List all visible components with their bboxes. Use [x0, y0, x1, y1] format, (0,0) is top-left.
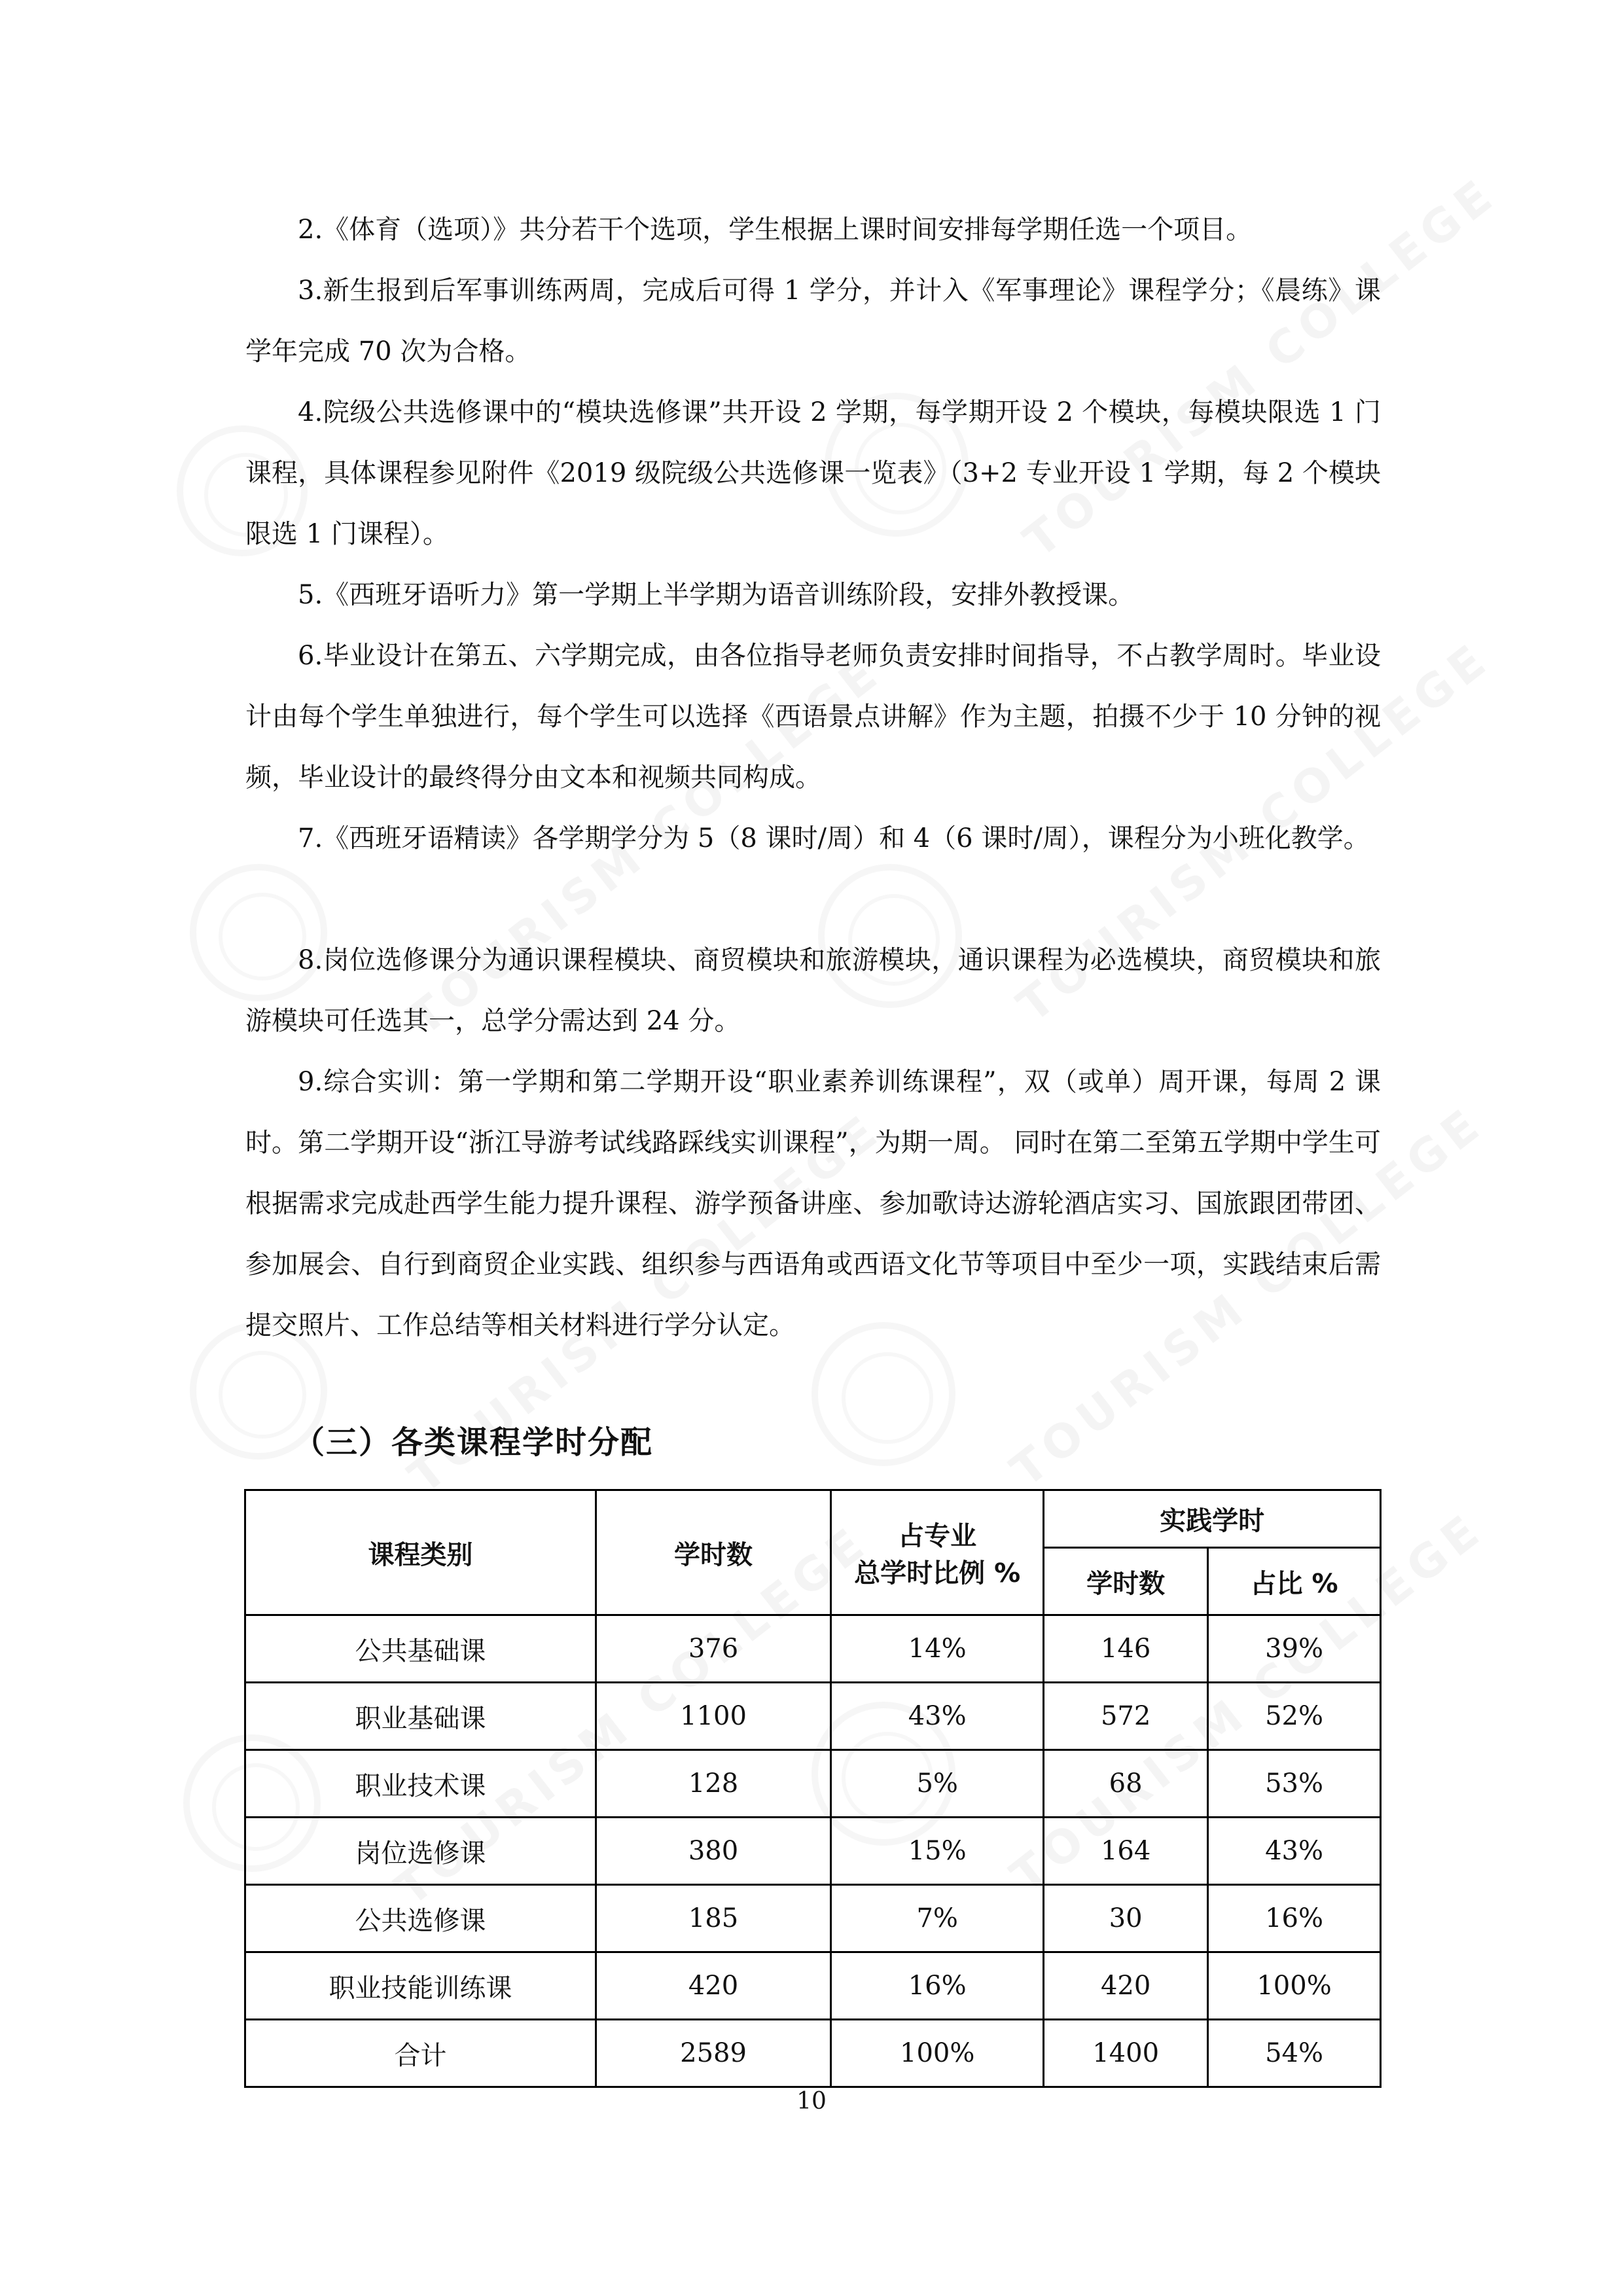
page-number: 10: [796, 2088, 827, 2115]
cell-hours: 376: [596, 1615, 830, 1683]
note-paragraph: 2.《体育（选项）》共分若干个选项，学生根据上课时间安排每学期任选一个项目。: [298, 215, 1253, 245]
table-row: [245, 1818, 1381, 1885]
cell-hours: 185: [596, 1885, 830, 1952]
table-row: [245, 1615, 1381, 1683]
cell-category: 公共基础课: [245, 1615, 596, 1683]
cell-ratio: 5%: [831, 1750, 1044, 1818]
note-paragraph: 5.《西班牙语听力》第一学期上半学期为语音训练阶段，安排外教授课。: [298, 580, 1135, 610]
cell-practice-hours: 30: [1044, 1885, 1208, 1952]
note-paragraph: 4.院级公共选修课中的“模块选修课”共开设 2 学期，每学期开设 2 个模块，每模块限选 1 门课程，具体课程参见附件《2019 级院级公共选修课一览表》（3+2 专业开设 1 学期，每 2 个模块限选 1 门课程）。: [245, 397, 1381, 549]
cell-ratio: 14%: [831, 1615, 1044, 1683]
cell-ratio: 7%: [831, 1885, 1044, 1952]
cell-practice-ratio: 100%: [1208, 1952, 1381, 2020]
header-ratio-line1: 占专业: [898, 1521, 977, 1551]
table-row: [245, 1885, 1381, 1952]
cell-ratio: 43%: [831, 1683, 1044, 1750]
table-row: [245, 1750, 1381, 1818]
course-hours-table: [244, 1489, 1382, 2088]
header-ratio-line2: 总学时比例 %: [854, 1558, 1021, 1588]
cell-hours: 128: [596, 1750, 830, 1818]
header-ratio: [831, 1490, 1044, 1615]
cell-category: 职业技术课: [245, 1750, 596, 1818]
table-header-row: [245, 1490, 1381, 1548]
cell-ratio: 100%: [831, 2020, 1044, 2087]
note-paragraph: 9.综合实训：第一学期和第二学期开设“职业素养训练课程”，双（或单）周开课，每周 2 课时。第二学期开设“浙江导游考试线路踩线实训课程”，为期一周。 同时在第二至第五学期中学生可根据需求完成赴西学生能力提升课程、游学预备讲座、参加歌诗达游轮酒店实习、国旅跟团带团、参加展会、自行到商贸企业实践、组织参与西语角或西语文化节等项目中至少一项，实践结束后需提交照片、工作总结等相关材料进行学分认定。: [245, 1067, 1381, 1340]
cell-practice-hours: 68: [1044, 1750, 1208, 1818]
cell-ratio: 15%: [831, 1818, 1044, 1885]
cell-ratio: 16%: [831, 1952, 1044, 2020]
cell-practice-ratio: 43%: [1208, 1818, 1381, 1885]
cell-category: 合计: [245, 2020, 596, 2087]
header-hours: 学时数: [596, 1490, 830, 1615]
note-paragraph: 8.岗位选修课分为通识课程模块、商贸模块和旅游模块，通识课程为必选模块，商贸模块和旅游模块可任选其一，总学分需达到 24 分。: [245, 945, 1381, 1036]
cell-practice-ratio: 16%: [1208, 1885, 1381, 1952]
table-row: [245, 1683, 1381, 1750]
cell-practice-hours: 572: [1044, 1683, 1208, 1750]
cell-practice-ratio: 53%: [1208, 1750, 1381, 1818]
cell-practice-ratio: 54%: [1208, 2020, 1381, 2087]
note-paragraph: 6.毕业设计在第五、六学期完成，由各位指导老师负责安排时间指导，不占教学周时。毕业设计由每个学生单独进行，每个学生可以选择《西语景点讲解》作为主题，拍摄不少于 10 分钟的视频，毕业设计的最终得分由文本和视频共同构成。: [245, 641, 1381, 793]
section-heading: （三）各类课程学时分配: [293, 1424, 654, 1461]
cell-category: 职业基础课: [245, 1683, 596, 1750]
cell-practice-ratio: 52%: [1208, 1683, 1381, 1750]
cell-practice-ratio: 39%: [1208, 1615, 1381, 1683]
cell-category: 公共选修课: [245, 1885, 596, 1952]
cell-hours: 420: [596, 1952, 830, 2020]
cell-practice-hours: 420: [1044, 1952, 1208, 2020]
cell-hours: 1100: [596, 1683, 830, 1750]
header-practice-hours: 学时数: [1044, 1548, 1208, 1615]
header-practice: 实践学时: [1044, 1490, 1381, 1548]
cell-category: 岗位选修课: [245, 1818, 596, 1885]
header-practice-ratio: 占比 %: [1208, 1548, 1381, 1615]
note-paragraph: 7.《西班牙语精读》各学期学分为 5（8 课时/周）和 4（6 课时/周），课程分为小班化教学。: [298, 823, 1370, 853]
header-category: 课程类别: [245, 1490, 596, 1615]
table-total-row: [245, 2020, 1381, 2087]
cell-hours: 380: [596, 1818, 830, 1885]
note-paragraph: 3.新生报到后军事训练两周，完成后可得 1 学分，并计入《军事理论》课程学分；《晨练》课学年完成 70 次为合格。: [245, 276, 1381, 367]
cell-practice-hours: 146: [1044, 1615, 1208, 1683]
table-row: [245, 1952, 1381, 2020]
cell-category: 职业技能训练课: [245, 1952, 596, 2020]
cell-practice-hours: 164: [1044, 1818, 1208, 1885]
cell-hours: 2589: [596, 2020, 830, 2087]
cell-practice-hours: 1400: [1044, 2020, 1208, 2087]
